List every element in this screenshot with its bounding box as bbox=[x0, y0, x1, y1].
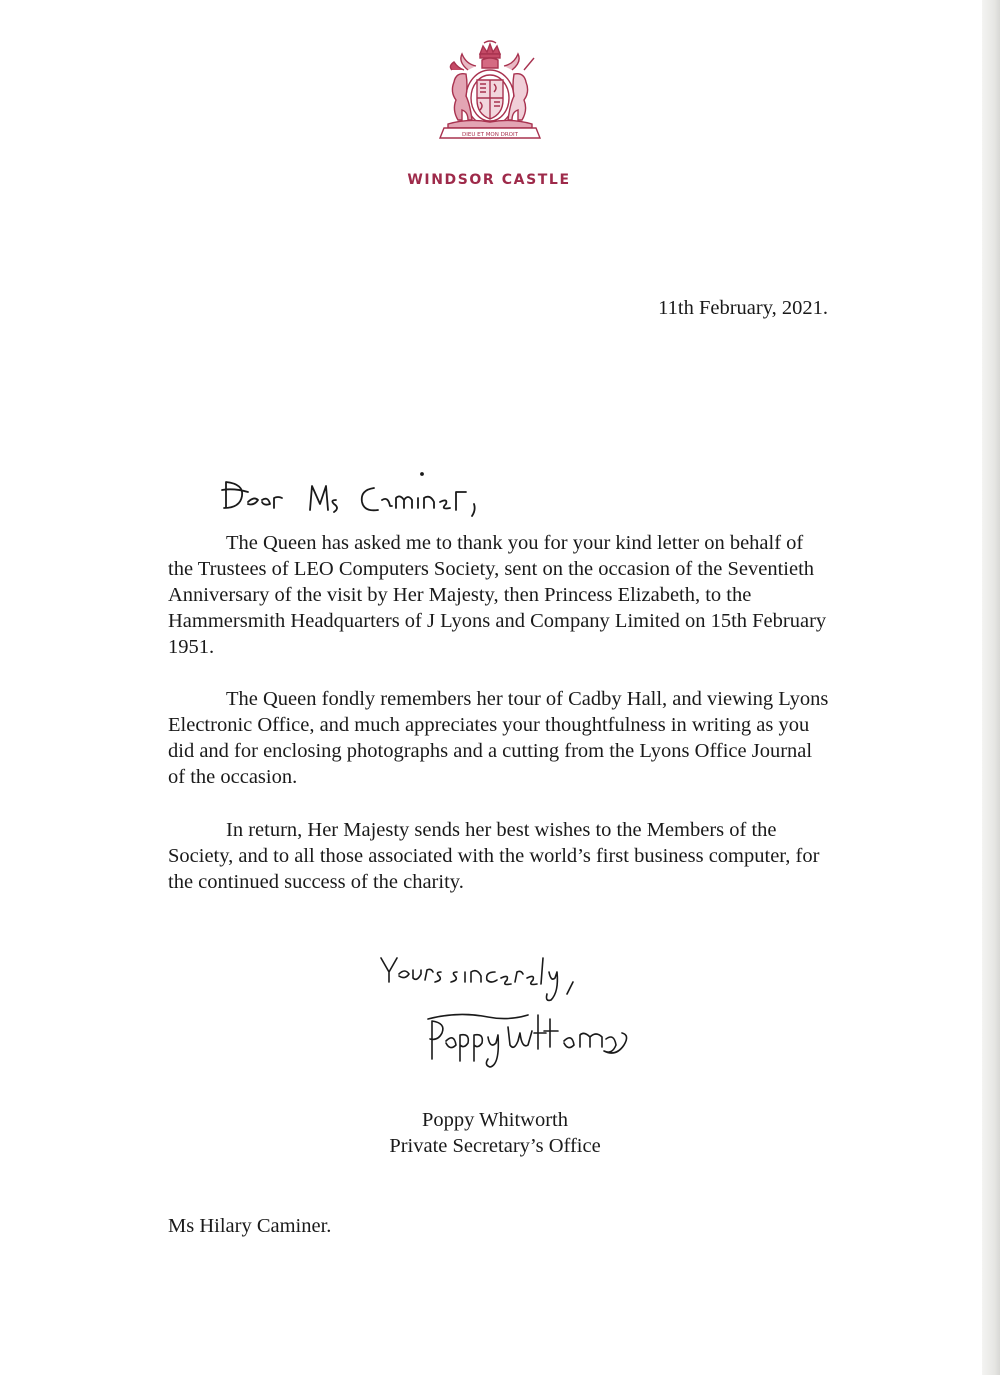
letter-paragraph-3: In return, Her Majesty sends her best wishes to the Members of the Society, and to all those associated with the world’s first business computer, for the continued success of the charity. bbox=[168, 819, 820, 893]
royal-crest-icon bbox=[428, 40, 552, 144]
letterhead-place: WINDSOR CASTLE bbox=[407, 172, 571, 188]
letter-paragraph-2: The Queen fondly remembers her tour of Cadby Hall, and viewing Lyons Electronic Office, and much appreciates your thoughtfulness in writing as you did and for enclosing photographs and a cutting from the Lyons Office Journal of the occasion. bbox=[168, 688, 829, 788]
signatory-name: Poppy Whitworth bbox=[422, 1109, 568, 1131]
recipient-name: Ms Hilary Caminer. bbox=[168, 1215, 332, 1237]
handwritten-salutation bbox=[218, 470, 518, 530]
letter-date: 11th February, 2021. bbox=[658, 297, 828, 319]
page-edge-shadow bbox=[982, 0, 1000, 1375]
crest-motto: DIEU ET MON DROIT bbox=[462, 132, 518, 138]
handwritten-closing bbox=[375, 948, 615, 1006]
handwritten-signature bbox=[418, 1005, 633, 1075]
signatory-office: Private Secretary’s Office bbox=[389, 1135, 601, 1157]
letter-paragraph-1: The Queen has asked me to thank you for your kind letter on behalf of the Trustees of LEO Computers Society, sent on the occasion of the Seventieth Anniversary of the visit by Her Majesty, then Princess Elizabeth, to the Hammersmith Headquarters of J Lyons and Company Limited on 15th February 1951. bbox=[168, 532, 827, 658]
